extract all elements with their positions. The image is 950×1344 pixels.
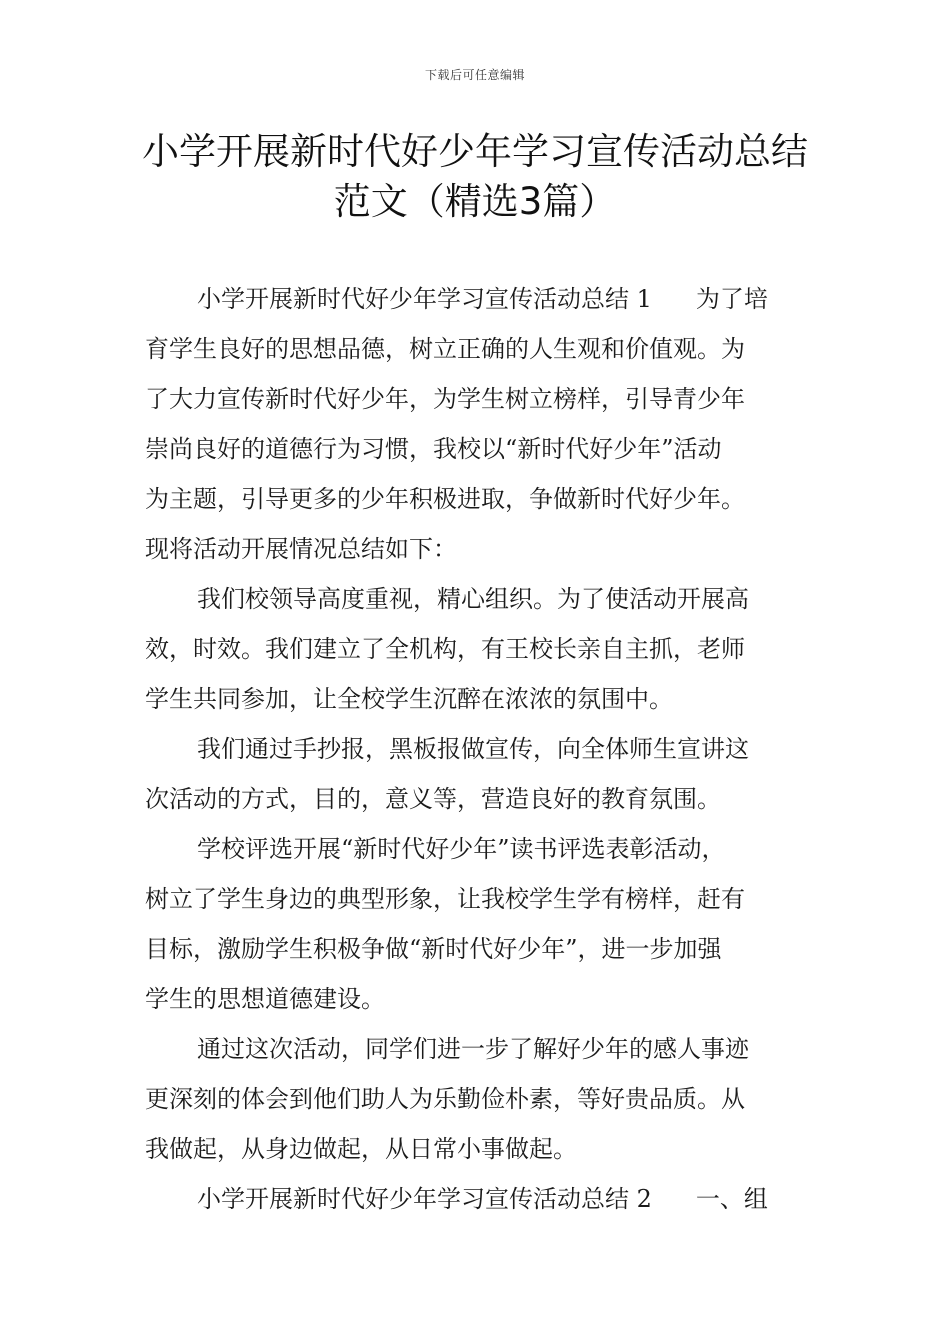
body-line: 树立了学生身边的典型形象，让我校学生学有榜样，赶有 [145, 885, 745, 913]
body-line: 我们校领导高度重视，精心组织。为了使活动开展高 [197, 585, 749, 613]
body-line [145, 281, 807, 331]
section-heading: 小学开展新时代好少年学习宣传活动总结 1 [197, 285, 652, 313]
document-body [145, 281, 807, 1231]
document-title-line-1: 小学开展新时代好少年学习宣传活动总结 [142, 130, 808, 173]
document-title-line-2: 范文（精选3篇） [333, 180, 617, 223]
header-note: 下载后可任意编辑 [424, 68, 525, 82]
body-line: 崇尚良好的道德行为习惯，我校以“新时代好少年”活动 [145, 435, 722, 463]
body-line: 目标，激励学生积极争做“新时代好少年”，进一步加强 [145, 935, 722, 963]
body-line: 效，时效。我们建立了全机构，有王校长亲自主抓，老师 [145, 635, 745, 663]
body-line: 育学生良好的思想品德，树立正确的人生观和价值观。为 [145, 335, 745, 363]
body-line: 我们通过手抄报，黑板报做宣传，向全体师生宣讲这 [197, 735, 749, 763]
paragraph-start: 一、组 [695, 1185, 768, 1213]
body-line: 学生的思想道德建设。 [145, 985, 385, 1013]
body-line: 学校评选开展“新时代好少年”读书评选表彰活动， [197, 835, 726, 863]
body-line: 了大力宣传新时代好少年，为学生树立榜样，引导青少年 [145, 385, 745, 413]
body-line: 次活动的方式，目的，意义等，营造良好的教育氛围。 [145, 785, 721, 813]
body-line: 现将活动开展情况总结如下： [145, 535, 457, 563]
body-line: 为主题，引导更多的少年积极进取，争做新时代好少年。 [145, 485, 745, 513]
body-line: 我做起，从身边做起，从日常小事做起。 [145, 1135, 577, 1163]
paragraph-start: 为了培 [695, 285, 768, 313]
body-line: 通过这次活动，同学们进一步了解好少年的感人事迹 [197, 1035, 749, 1063]
body-line [145, 1181, 807, 1231]
section-heading: 小学开展新时代好少年学习宣传活动总结 2 [197, 1185, 652, 1213]
body-line: 学生共同参加，让全校学生沉醉在浓浓的氛围中。 [145, 685, 673, 713]
body-line: 更深刻的体会到他们助人为乐勤俭朴素，等好贵品质。从 [145, 1085, 745, 1113]
